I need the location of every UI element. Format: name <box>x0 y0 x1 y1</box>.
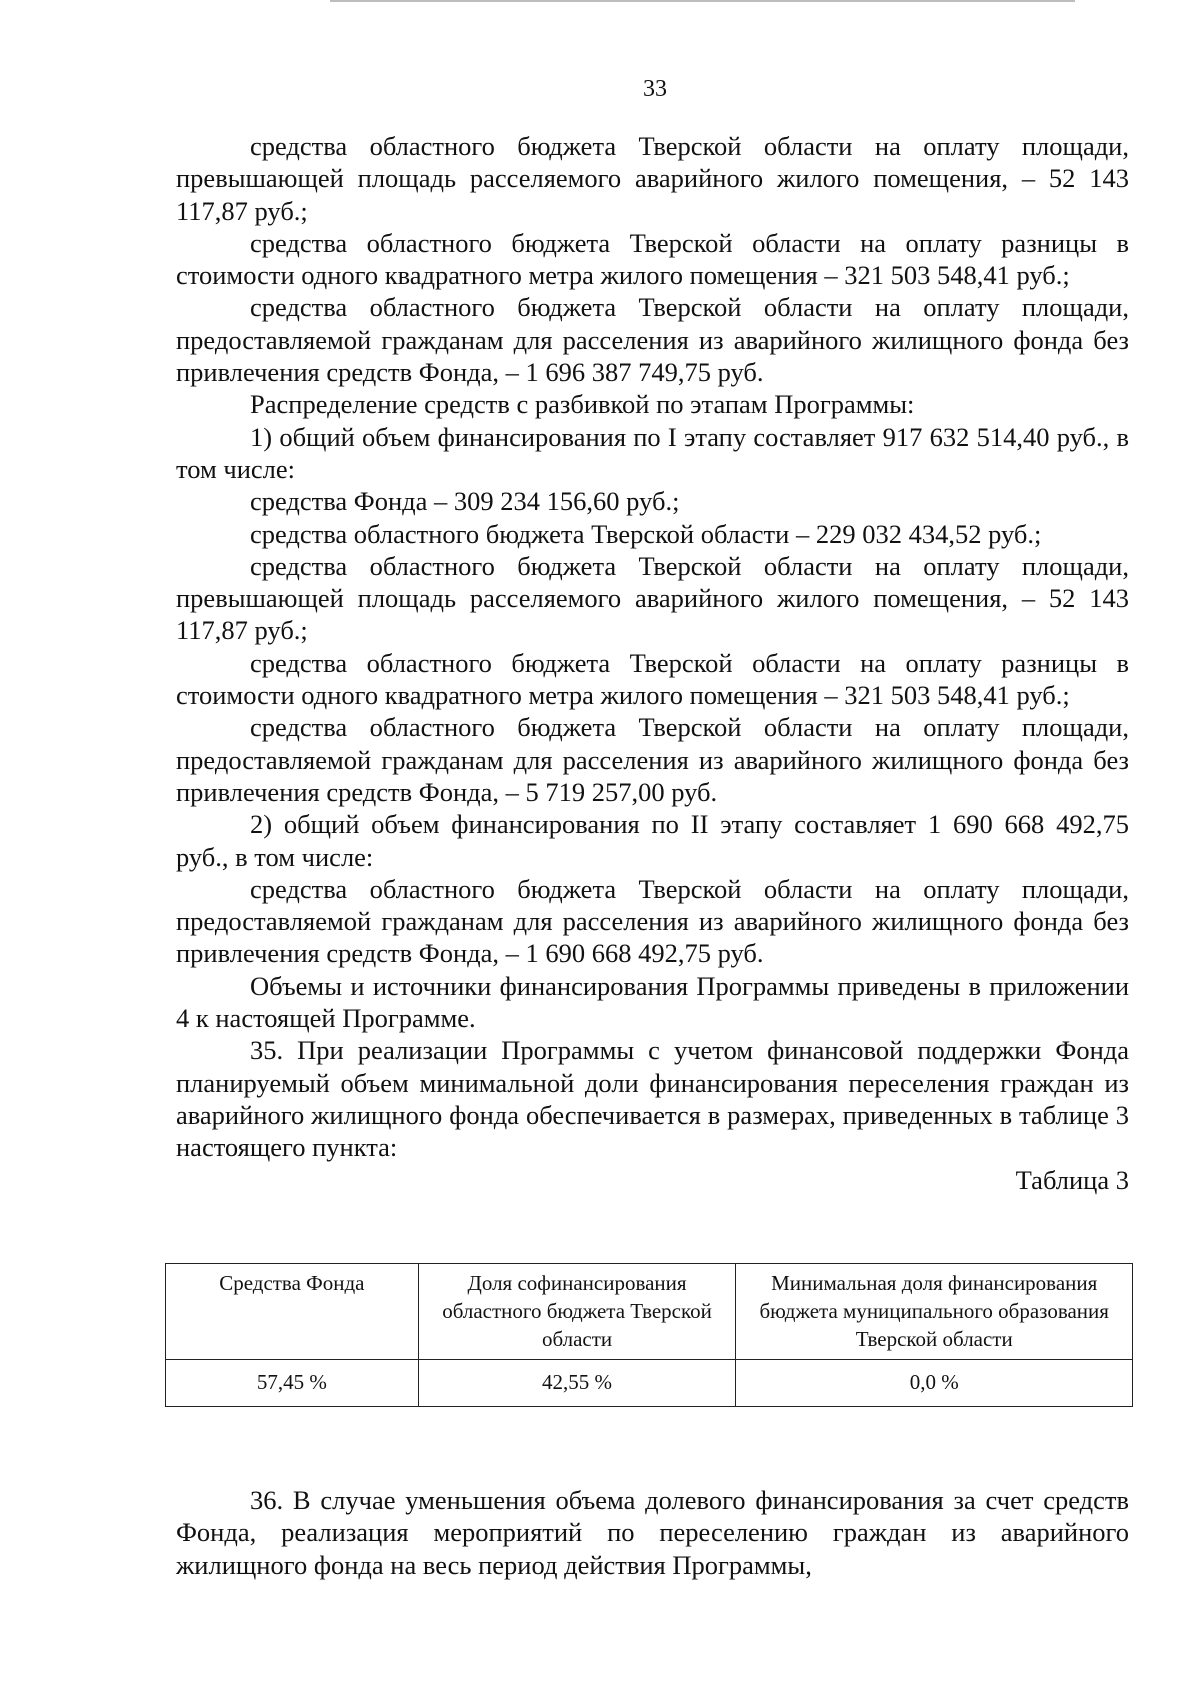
paragraph: средства областного бюджета Тверской области на оплату площади, предоставляемой гражданам для расселения из аварийного жилищного фонда без привлечения средств Фонда, – 5 719 257,00 руб. <box>176 712 1129 807</box>
paragraph: средства областного бюджета Тверской области на оплату площади, превышающей площадь расселяемого аварийного жилого помещения, – 52 143 117,87 руб.; <box>176 131 1129 226</box>
financing-share-table <box>165 1263 1133 1407</box>
table-header-row <box>166 1264 1133 1360</box>
paragraph: 35. При реализации Программы с учетом финансовой поддержки Фонда планируемый объем минимальной доли финансирования переселения граждан из аварийного жилищного фонда обеспечивается в размерах, приведенных в таблице 3 настоящего пункта: <box>176 1035 1129 1163</box>
body-text-bottom <box>176 1484 1129 1581</box>
body-text-top <box>176 130 1129 1196</box>
table-header-cell: Минимальная доля финансирования бюджета муниципального образования Тверской области <box>736 1264 1133 1360</box>
paragraph: средства Фонда – 309 234 156,60 руб.; <box>250 486 680 517</box>
table-cell: 57,45 % <box>166 1360 419 1407</box>
table-row <box>166 1360 1133 1407</box>
table-cell: 0,0 % <box>736 1360 1133 1407</box>
paragraph: Объемы и источники финансирования Программы приведены в приложении 4 к настоящей Программе. <box>176 970 1129 1034</box>
paragraph: средства областного бюджета Тверской области на оплату площади, превышающей площадь расселяемого аварийного жилого помещения, – 52 143 117,87 руб.; <box>176 550 1129 646</box>
table-cell: 42,55 % <box>418 1360 736 1407</box>
page-number: 33 <box>643 76 667 102</box>
top-edge-rule <box>330 0 1075 2</box>
paragraph: Распределение средств с разбивкой по этапам Программы: <box>250 389 915 420</box>
paragraph: 36. В случае уменьшения объема долевого финансирования за счет средств Фонда, реализация мероприятий по переселению граждан из аварийного жилищного фонда на весь период действия Программы, <box>176 1485 1129 1580</box>
paragraph: средства областного бюджета Тверской области – 229 032 434,52 руб.; <box>250 518 1042 549</box>
paragraph: средства областного бюджета Тверской области на оплату площади, предоставляемой гражданам для расселения из аварийного жилищного фонда без привлечения средств Фонда, – 1 690 668 492,75 руб. <box>176 873 1129 969</box>
paragraph: средства областного бюджета Тверской области на оплату разницы в стоимости одного квадратного метра жилого помещения – 321 503 548,41 руб.; <box>176 647 1129 711</box>
paragraph: 1) общий объем финансирования по I этапу составляет 917 632 514,40 руб., в том числе: <box>176 421 1129 484</box>
table-header-cell: Доля софинансирования областного бюджета Тверской области <box>418 1264 736 1360</box>
paragraph: 2) общий объем финансирования по II этапу составляет 1 690 668 492,75 руб., в том числе: <box>176 809 1129 872</box>
paragraph: средства областного бюджета Тверской области на оплату разницы в стоимости одного квадратного метра жилого помещения – 321 503 548,41 руб.; <box>176 227 1129 291</box>
table-caption: Таблица 3 <box>1015 1164 1129 1195</box>
paragraph: средства областного бюджета Тверской области на оплату площади, предоставляемой гражданам для расселения из аварийного жилищного фонда без привлечения средств Фонда, – 1 696 387 749,75 руб. <box>176 292 1129 388</box>
table-header-cell: Средства Фонда <box>166 1264 419 1360</box>
